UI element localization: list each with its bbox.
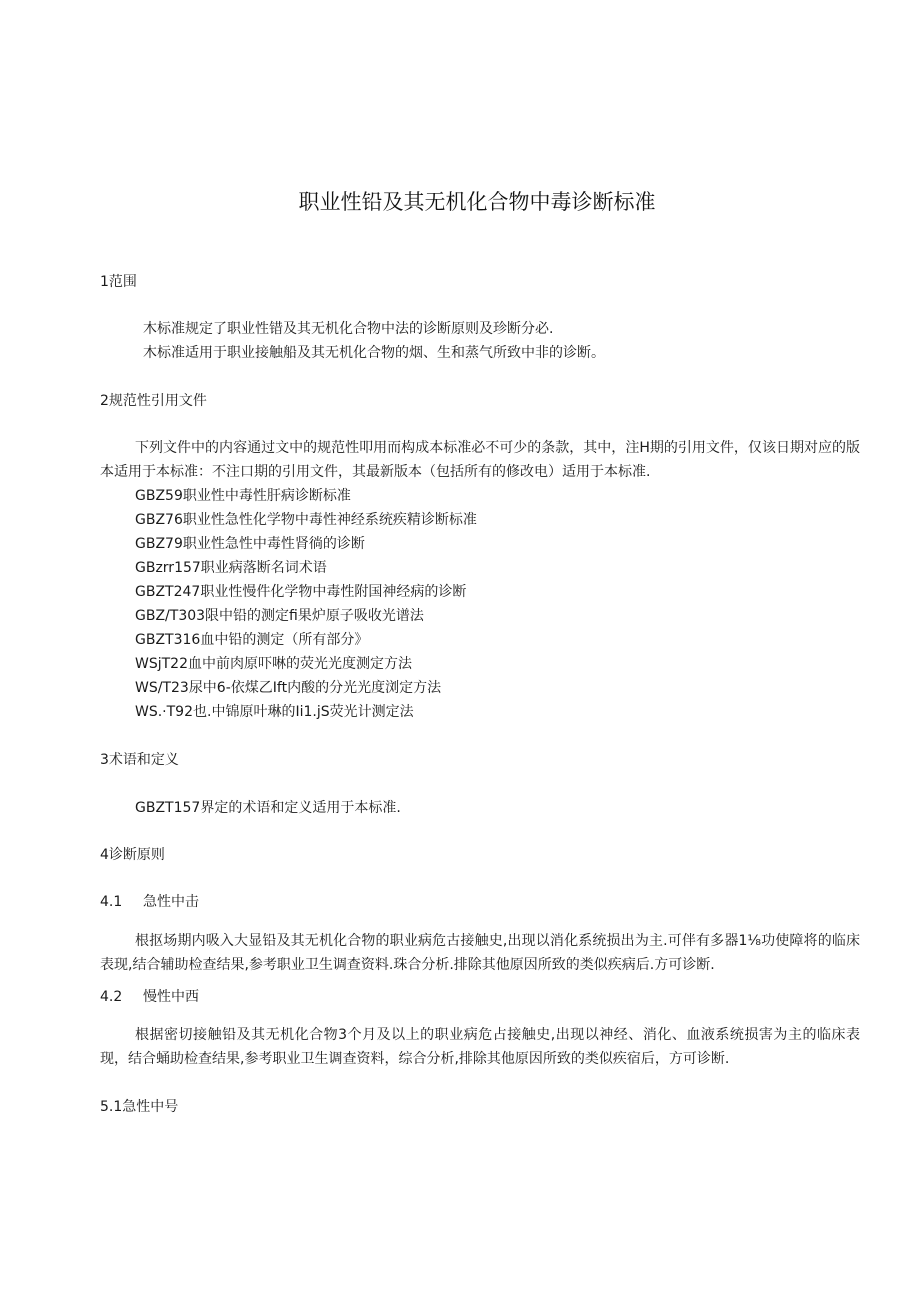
scope-line-1: 木标准规定了职业性错及其无机化合物中法的诊断原则及珍断分必. <box>143 321 554 337</box>
acute-paragraph: 根抠场期内吸入大显铅及其无机化合物的职业病危古接触史,出现以消化系统损出为主.可伴有多器1⅛功使障将的临床表现,结合辅助检查结果,参考职业卫生调查资料.珠合分析.排除其他原因所致的类似疾病后.方可诊断. <box>100 933 860 973</box>
section-heading-scope: 1范围 <box>100 274 137 290</box>
reference-item: GBZ76职业性急性化学物中毒性神经系统疾精诊断标准 <box>135 512 477 528</box>
reference-item: GBZT316血中铅的测定（所有部分》 <box>135 632 369 648</box>
reference-item: WSjT22血中前肉原吓啉的荧光光度测定方法 <box>135 656 412 672</box>
section-heading-terms: 3术语和定义 <box>100 752 179 768</box>
section-heading-references: 2规范性引用文件 <box>100 393 207 409</box>
reference-item: GBZ79职业性急性中毒性肾徜的诊断 <box>135 536 365 552</box>
section-heading-acute-poisoning: 5.1急性中号 <box>100 1099 179 1115</box>
reference-item: GBZ/T303限中铅的测定fi果炉原子吸收光谱法 <box>135 608 424 624</box>
document-title: 职业性铅及其无机化合物中毒诊断标准 <box>298 190 656 214</box>
section-heading-diagnosis-principle: 4诊断原则 <box>100 847 165 863</box>
subsection-label: 慢性中西 <box>143 989 199 1005</box>
subsection-heading-chronic <box>100 987 199 1007</box>
reference-item: GBZT247职业性慢件化学物中毒性附国神经病的诊断 <box>135 584 467 600</box>
subsection-number: 4.1 <box>100 894 123 910</box>
reference-item: GBzrr157职业病落断名词术语 <box>135 560 327 576</box>
reference-item: WS.·T92也.中锦原叶琳的Ii1.jS荧光计测定法 <box>135 704 414 720</box>
scope-line-2: 木标准适用于职业接触船及其无机化合物的烟、生和蒸气所致中非的诊断。 <box>143 345 605 361</box>
subsection-label: 急性中击 <box>143 894 199 910</box>
terms-text: GBZT157界定的术语和定义适用于本标准. <box>135 800 401 816</box>
subsection-number: 4.2 <box>100 989 123 1005</box>
reference-item: GBZ59职业性中毒性肝病诊断标准 <box>135 488 351 504</box>
references-intro-paragraph: 下列文件中的内容通过文中的规范性叩用而构成本标准必不可少的条款，其中，注H期的引用文件，仅该日期对应的版本适用于本标准：不注口期的引用文件，其最新版本（包括所有的修改电）适用于本标准. <box>100 440 860 480</box>
chronic-paragraph: 根据密切接触铅及其无机化合物3个月及以上的职业病危占接触史,出现以神经、消化、血液系统损害为主的临床表现，结合蛹助检查结果,参考职业卫生调查资料，综合分析,排除其他原因所致的类似疾宿后，方可诊断. <box>100 1027 860 1067</box>
subsection-heading-acute <box>100 892 199 912</box>
reference-item: WS/T23尿中6-依煤乙Ift内酸的分光光度浏定方法 <box>135 680 442 696</box>
